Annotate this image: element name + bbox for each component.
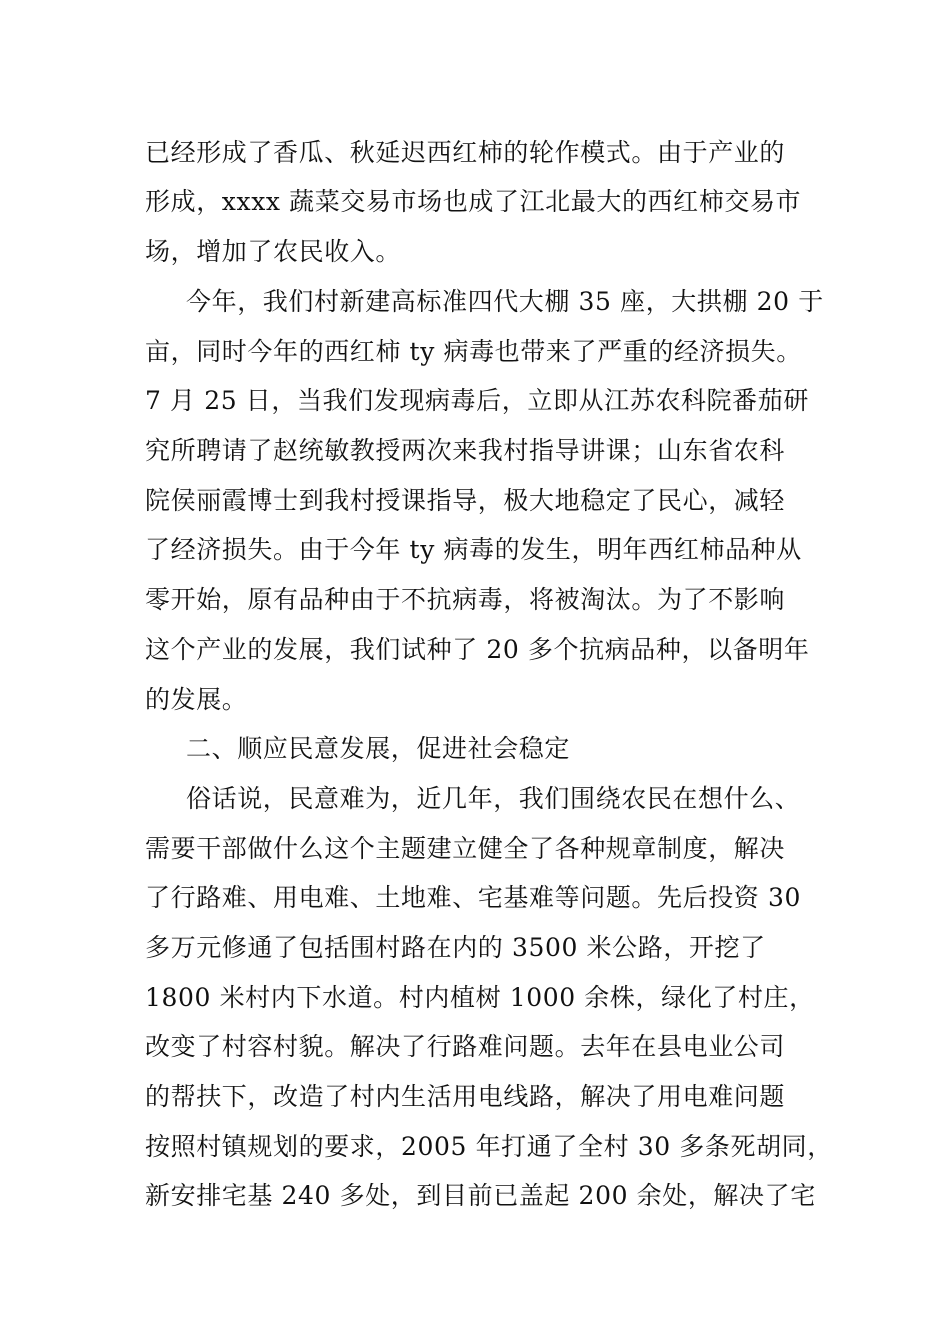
paragraph-first-line: 今年，我们村新建高标准四代大棚 35 座，大拱棚 20 于 [186,287,824,316]
text-line: 1800 米村内下水道。村内植树 1000 余株，绿化了村庄， [145,983,815,1012]
paragraph-first-line: 俗话说，民意难为，近几年，我们围绕农民在想什么、 [186,784,801,813]
text-line: 场，增加了农民收入。 [145,237,402,266]
text-line: 7 月 25 日，当我们发现病毒后，立即从江苏农科院番茄研 [145,386,809,415]
text-line: 按照村镇规划的要求，2005 年打通了全村 30 多条死胡同， [145,1132,833,1161]
text-line: 了经济损失。由于今年 ty 病毒的发生，明年西红柿品种从 [145,535,802,564]
text-line: 改变了村容村貌。解决了行路难问题。去年在县电业公司 [145,1032,786,1061]
text-line: 了行路难、用电难、土地难、宅基难等问题。先后投资 30 [145,883,801,912]
text-line: 院侯丽霞博士到我村授课指导，极大地稳定了民心，减轻 [145,486,786,515]
section-heading: 二、顺应民意发展，促进社会稳定 [186,734,571,763]
text-line: 究所聘请了赵统敏教授两次来我村指导讲课；山东省农科 [145,436,786,465]
text-line: 多万元修通了包括围村路在内的 3500 米公路，开挖了 [145,933,766,962]
text-line: 这个产业的发展，我们试种了 20 多个抗病品种，以备明年 [145,635,810,664]
text-line: 已经形成了香瓜、秋延迟西红柿的轮作模式。由于产业的 [145,138,786,167]
text-line: 形成，xxxx 蔬菜交易市场也成了江北最大的西红柿交易市 [145,187,802,216]
text-line: 零开始，原有品种由于不抗病毒，将被淘汰。为了不影响 [145,585,786,614]
text-line: 新安排宅基 240 多处，到目前已盖起 200 余处，解决了宅 [145,1181,816,1210]
text-line: 需要干部做什么这个主题建立健全了各种规章制度，解决 [145,834,786,863]
text-line: 的帮扶下，改造了村内生活用电线路，解决了用电难问题 [145,1082,786,1111]
text-line: 的发展。 [145,685,248,714]
text-line: 亩，同时今年的西红柿 ty 病毒也带来了严重的经济损失。 [145,337,802,366]
